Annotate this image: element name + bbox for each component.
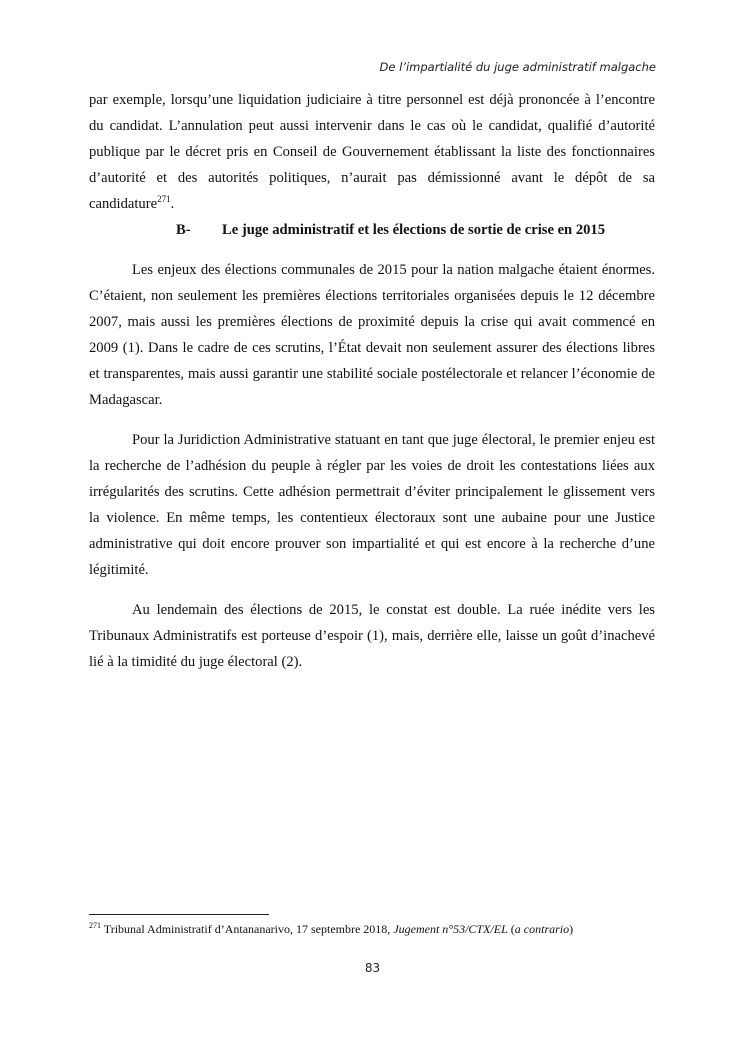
footnote: [89, 921, 655, 937]
section-heading: [89, 217, 655, 243]
running-header: De l’impartialité du juge administratif malgache: [379, 60, 656, 74]
continuation-paragraph: [89, 87, 655, 217]
footnote-ref-271[interactable]: 271: [157, 194, 171, 204]
footnote-note: a contrario: [514, 922, 570, 936]
section-number: B-: [176, 222, 191, 238]
footnote-number: 271: [89, 921, 101, 930]
footnote-text: Tribunal Administratif d’Antananarivo, 17 septembre 2018,: [103, 922, 394, 936]
continuation-end: .: [170, 196, 175, 212]
paragraph: Au lendemain des élections de 2015, le constat est double. La ruée inédite vers les Tribunaux Administratifs est porteuse d’espoir (1), mais, derrière elle, laisse un goût d’inachevé lié à la timidité du juge électoral (2).: [89, 602, 655, 670]
footnote-close-paren: ): [569, 922, 574, 936]
continuation-text: par exemple, lorsqu’une liquidation judiciaire à titre personnel est déjà prononcée à l’encontre du candidat. L’annulation peut aussi intervenir dans le cas où le candidat, qualifié d’autorité publique par le décret pris en Conseil de Gouvernement établissant la liste des fonctionnaires d’autorité et des autorités politiques, n’aurait pas démissionné avant le dépôt de sa candidature: [89, 92, 655, 212]
footnote-separator: [89, 914, 269, 915]
footnote-judgment: Jugement n°53/CTX/EL: [393, 922, 508, 936]
page-number: 83: [364, 961, 381, 975]
section-title: Le juge administratif et les élections de sortie de crise en 2015: [222, 222, 606, 238]
paragraph: Les enjeux des élections communales de 2015 pour la nation malgache étaient énormes. C’étaient, non seulement les premières élections territoriales organisées depuis le 12 décembre 2007, mais aussi les premières élections de proximité depuis la crise qui avait commencé en 2009 (1). Dans le cadre de ces scrutins, l’État devait non seulement assurer des élections libres et transparentes, mais aussi garantir une stabilité sociale postélectorale et relancer l’économie de Madagascar.: [89, 262, 655, 408]
paragraph: Pour la Juridiction Administrative statuant en tant que juge électoral, le premier enjeu est la recherche de l’adhésion du peuple à régler par les voies de droit les contestations liées aux irrégularités des scrutins. Cette adhésion permettrait d’éviter principalement le glissement vers la violence. En même temps, les contentieux électoraux sont une aubaine pour une Justice administrative qui doit encore prouver son impartialité et qui est encore à la recherche d’une légitimité.: [89, 432, 655, 578]
page-body: [89, 87, 655, 675]
footnote-open-paren: (: [507, 922, 515, 936]
